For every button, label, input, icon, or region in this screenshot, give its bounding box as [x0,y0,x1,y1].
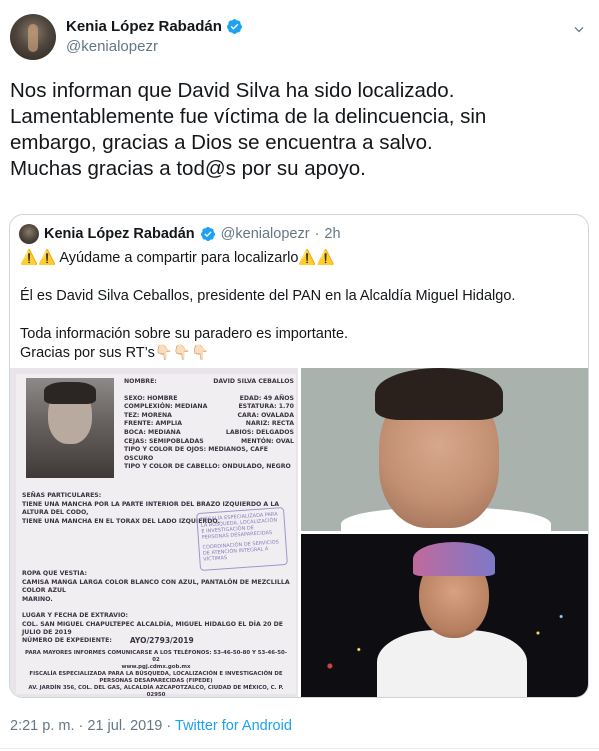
chevron-down-icon[interactable] [571,22,587,38]
footer-separator: · [166,718,172,734]
author-display-name[interactable]: Kenia López Rabadán [66,18,222,35]
flyer-info-line: PARA MAYORES INFORMES COMUNICARSE A LOS TELÉFONOS: 53-46-50-80 Y 53-46-50-02 [25,650,287,663]
tweet-line: Lamentablemente fue víctima de la delincuencia, sin [10,105,487,128]
quoted-tweet[interactable] [9,214,589,698]
quoted-handle: @kenialopezr [220,226,310,242]
quoted-avatar [19,224,39,244]
quoted-line: Toda información sobre su paradero es importante. [20,326,349,342]
selfie-shirt [377,630,527,698]
flyer-document [16,374,296,698]
flyer-stamp [196,507,288,571]
quoted-display-name: Kenia López Rabadán [44,226,195,242]
flyer-field: ESTATURA: 1.70 [238,403,294,411]
flyer-stamp-line: COORDINACIÓN DE SERVICIOS DE ATENCIÓN INTEGRAL A VÍCTIMAS [202,539,280,563]
flyer-case-value: AYO/2793/2019 [129,636,194,645]
quoted-line: Gracias por sus RT’s👇🏻👇🏻👇🏻 [20,345,210,361]
tweet-text [10,78,590,182]
portrait-hair [375,368,503,420]
flyer-case [22,637,290,646]
flyer-field: TIPO Y COLOR DE OJOS: MEDIANOS, CAFE OSCURO [124,446,269,462]
flyer-marks-label: SEÑAS PARTICULARES: [22,492,102,499]
author-names [66,18,243,55]
flyer-stamp-line: FISCALÍA ESPECIALIZADA PARA LA BÚSQUEDA, LOCALIZACIÓN E INVESTIGACIÓN DE PERSONAS DESAPARECIDAS [200,511,278,541]
tweet-header [10,12,589,64]
flyer-clothes-label: ROPA QUE VESTIA: [22,570,87,577]
flyer-photo [26,378,114,478]
flyer-field: NARIZ: RECTA [245,420,294,428]
quoted-line: Él es David Silva Ceballos, presidente del PAN en la Alcaldía Miguel Hidalgo. [20,288,516,304]
flyer-case-label: NÚMERO DE EXPEDIENTE: [22,637,112,644]
author-handle[interactable]: @kenialopezr [66,38,158,55]
quoted-line: ⚠️⚠️ Ayúdame a compartir para localizarlo⚠️⚠️ [20,250,335,266]
tweet-footer [10,718,292,734]
flyer-field: EDAD: 49 AÑOS [239,394,294,402]
flyer-info-line: AV. JARDÍN 356, COL. DEL GAS, ALCALDÍA AZCAPOTZALCO, CIUDAD DE MÉXICO, C. P. 02950 [28,685,284,698]
flyer-info-line: PERSONAS DESAPARECIDAS (FIPEDE) [99,678,213,684]
tweet-date[interactable]: 21 jul. 2019 [87,718,163,734]
missing-person-flyer-image[interactable] [10,368,298,698]
footer-separator: · [78,718,84,734]
tweet-line: Muchas gracias a tod@s por su apoyo. [10,157,366,180]
selfie-cap [413,542,495,576]
flyer-field: MENTÓN: OVAL [240,437,294,445]
flyer-clothes-line: CAMISA MANGA LARGA COLOR BLANCO CON AZUL, PANTALÓN DE MEZCLILLA COLOR AZUL [22,578,290,595]
flyer-place-label: LUGAR Y FECHA DE EXTRAVIO: [22,612,128,619]
flyer-fields [124,378,294,472]
flyer-name-label: NOMBRE: [124,378,157,385]
flyer-field: CEJAS: SEMIPOBLADAS [124,437,204,445]
flyer-info-line: FISCALÍA ESPECIALIZADA PARA LA BÚSQUEDA, LOCALIZACIÓN E INVESTIGACIÓN DE [29,671,283,677]
flyer-info [22,650,290,698]
divider [0,748,599,749]
flyer-clothes-line: MARINO. [22,595,53,603]
quoted-age: 2h [324,226,341,242]
tweet-source-link[interactable]: Twitter for Android [175,718,292,734]
selfie-photo[interactable] [301,534,589,698]
quoted-text [20,249,580,363]
flyer-name-value: DAVID SILVA CEBALLOS [213,378,294,385]
flyer-field: LABIOS: DELGADOS [225,428,294,436]
flyer-field: BOCA: MEDIANA [124,428,181,436]
tweet-line: embargo, gracias a Dios se encuentra a salvo. [10,131,433,154]
portrait-photo[interactable] [301,368,589,531]
flyer-place [22,612,290,638]
avatar[interactable] [10,14,56,60]
verified-badge-icon [226,18,243,35]
flyer-field: SEXO: HOMBRE [124,394,178,402]
tweet-line: Nos informan que David Silva ha sido localizado. [10,79,455,102]
tweet-time[interactable]: 2:21 p. m. [10,718,75,734]
author-display-name-row[interactable] [66,18,243,35]
flyer-field: TIPO Y COLOR DE CABELLO: ONDULADO, NEGRO [124,463,291,471]
flyer-place-value: COL. SAN MIGUEL CHAPULTEPEC ALCALDÍA, MIGUEL HIDALGO EL DÍA 20 DE JULIO DE 2019 [22,620,284,637]
media-grid [10,368,589,698]
flyer-clothes [22,570,290,604]
flyer-field: FRENTE: AMPLIA [124,420,182,428]
flyer-field: CARA: OVALADA [237,411,294,419]
flyer-marks-line: TIENE UNA MANCHA POR LA PARTE INTERIOR DEL BRAZO IZQUIERDO A LA ALTURA DEL CODO, [22,500,280,517]
flyer-info-line: www.pgj.cdmx.gob.mx [121,664,191,670]
quoted-tweet-header [19,224,341,244]
flyer-marks-line: TIENE UNA MANCHA EN EL TORAX DEL LADO IZQUIERDO. [22,517,220,525]
flyer-field: COMPLEXIÓN: MEDIANA [124,403,208,411]
verified-badge-icon [200,226,216,242]
flyer-field: TEZ: MORENA [124,411,172,419]
quoted-separator: · [314,226,320,242]
